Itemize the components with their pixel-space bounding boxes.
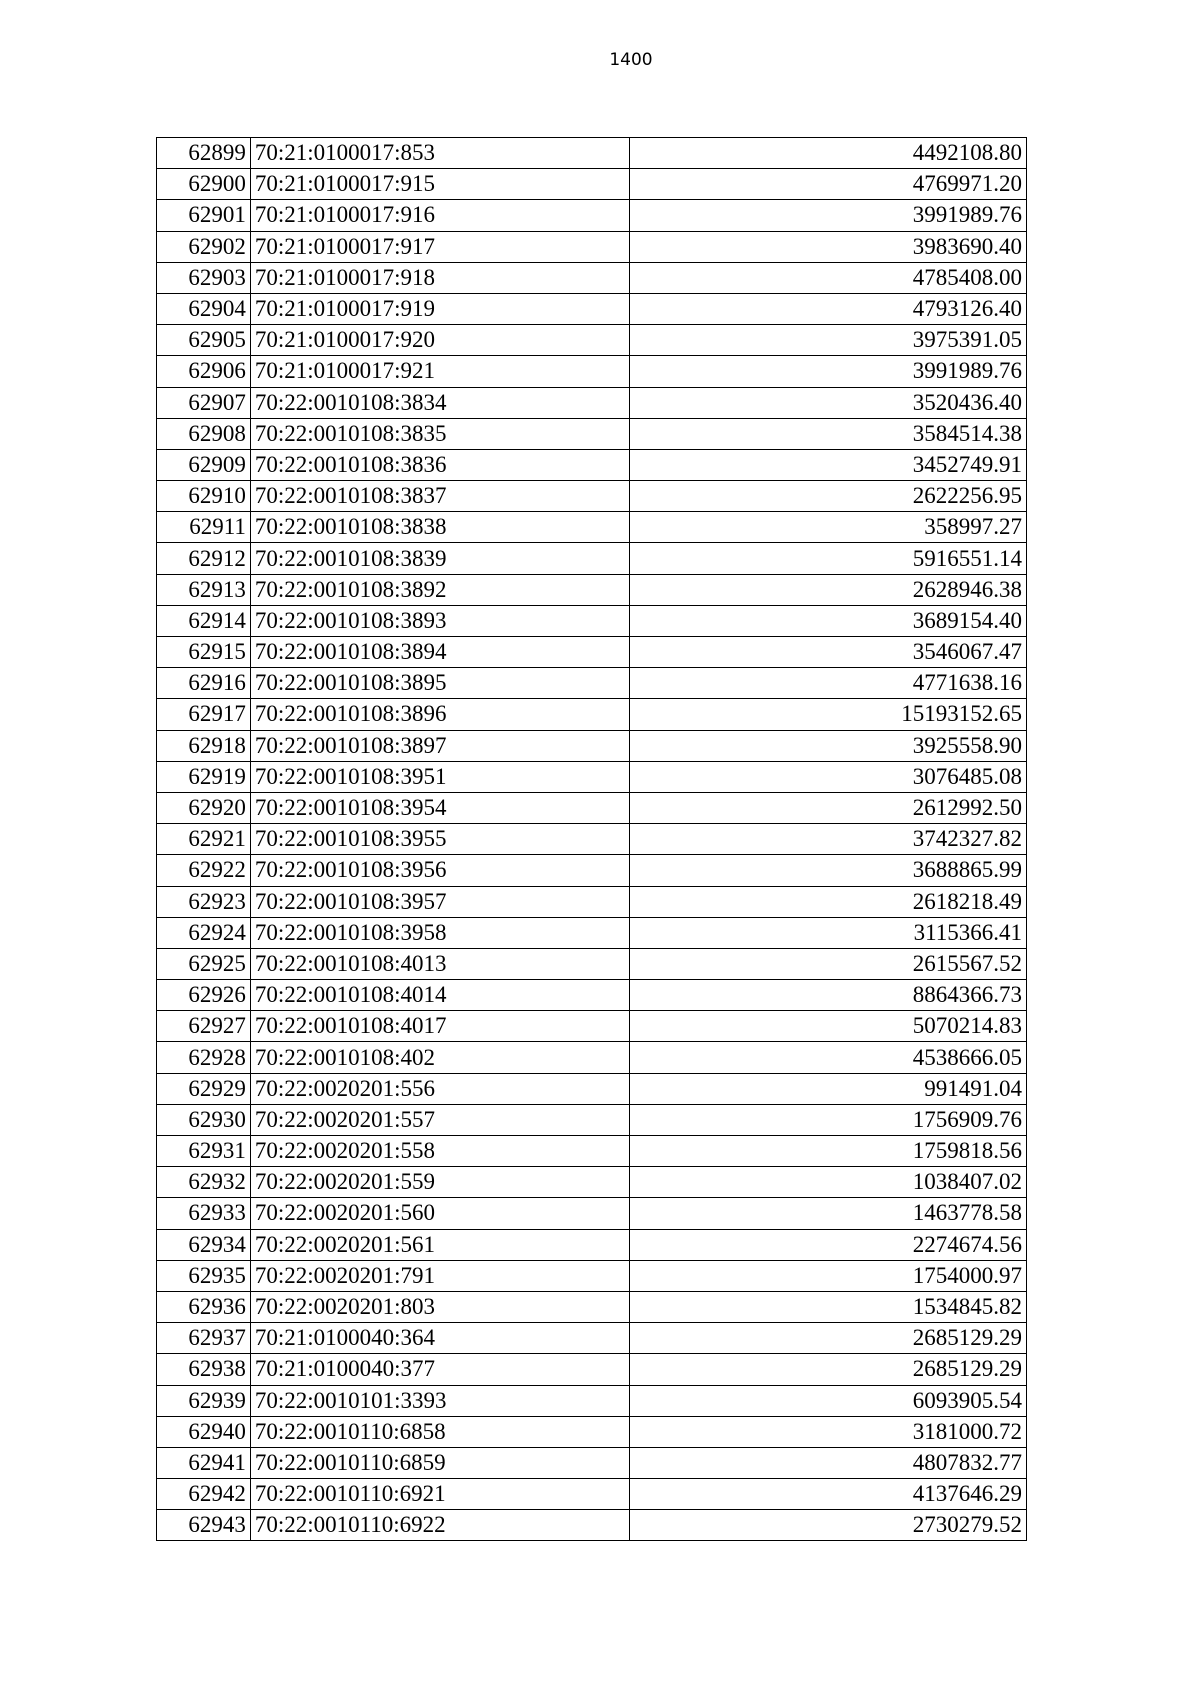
row-number-cell: 62932 [157,1167,251,1198]
cadastral-number-cell: 70:22:0010110:6922 [250,1510,629,1541]
table-row [157,138,1027,169]
cadastral-value-cell: 3181000.72 [630,1416,1027,1447]
cadastral-number-cell: 70:22:0010108:3951 [250,761,629,792]
row-number-cell: 62902 [157,231,251,262]
table-row [157,1510,1027,1541]
cadastral-value-cell: 3688865.99 [630,855,1027,886]
table-row [157,637,1027,668]
cadastral-number-cell: 70:22:0010108:3892 [250,574,629,605]
cadastral-value-cell: 5070214.83 [630,1011,1027,1042]
row-number-cell: 62939 [157,1385,251,1416]
table-row [157,1416,1027,1447]
cadastral-value-cell: 4793126.40 [630,293,1027,324]
cadastral-number-cell: 70:22:0010108:3957 [250,886,629,917]
table-row [157,699,1027,730]
row-number-cell: 62903 [157,262,251,293]
table-row [157,1136,1027,1167]
cadastral-number-cell: 70:21:0100017:920 [250,325,629,356]
row-number-cell: 62921 [157,824,251,855]
table-row [157,1229,1027,1260]
table-row [157,1385,1027,1416]
row-number-cell: 62937 [157,1323,251,1354]
cadastral-value-cell: 1038407.02 [630,1167,1027,1198]
table-row [157,1260,1027,1291]
cadastral-number-cell: 70:21:0100017:918 [250,262,629,293]
row-number-cell: 62933 [157,1198,251,1229]
row-number-cell: 62925 [157,948,251,979]
cadastral-value-cell: 3115366.41 [630,917,1027,948]
row-number-cell: 62926 [157,980,251,1011]
table-row [157,917,1027,948]
row-number-cell: 62901 [157,200,251,231]
cadastral-number-cell: 70:22:0010110:6921 [250,1479,629,1510]
table-row [157,449,1027,480]
row-number-cell: 62941 [157,1447,251,1478]
table-row [157,824,1027,855]
cadastral-value-cell: 2685129.29 [630,1323,1027,1354]
row-number-cell: 62922 [157,855,251,886]
cadastral-number-cell: 70:22:0010108:3894 [250,637,629,668]
cadastral-number-cell: 70:21:0100017:916 [250,200,629,231]
cadastral-value-cell: 2618218.49 [630,886,1027,917]
table-row [157,1073,1027,1104]
cadastral-number-cell: 70:22:0010108:402 [250,1042,629,1073]
row-number-cell: 62911 [157,512,251,543]
row-number-cell: 62906 [157,356,251,387]
cadastral-value-cell: 1463778.58 [630,1198,1027,1229]
cadastral-value-cell: 2615567.52 [630,948,1027,979]
cadastral-value-cell: 4769971.20 [630,169,1027,200]
table-row [157,262,1027,293]
row-number-cell: 62917 [157,699,251,730]
row-number-cell: 62927 [157,1011,251,1042]
cadastral-value-cell: 3975391.05 [630,325,1027,356]
table-row [157,1198,1027,1229]
row-number-cell: 62931 [157,1136,251,1167]
cadastral-value-cell: 1754000.97 [630,1260,1027,1291]
cadastral-value-cell: 3520436.40 [630,387,1027,418]
cadastral-value-cell: 15193152.65 [630,699,1027,730]
table-row [157,1479,1027,1510]
cadastral-value-cell: 6093905.54 [630,1385,1027,1416]
cadastral-value-cell: 2685129.29 [630,1354,1027,1385]
table-row [157,387,1027,418]
row-number-cell: 62918 [157,730,251,761]
row-number-cell: 62905 [157,325,251,356]
table-row [157,574,1027,605]
cadastral-value-cell: 3991989.76 [630,356,1027,387]
table-row [157,1354,1027,1385]
cadastral-number-cell: 70:21:0100040:377 [250,1354,629,1385]
table-row [157,605,1027,636]
row-number-cell: 62908 [157,418,251,449]
row-number-cell: 62924 [157,917,251,948]
cadastral-number-cell: 70:22:0010110:6859 [250,1447,629,1478]
row-number-cell: 62934 [157,1229,251,1260]
cadastral-value-table [156,137,1027,1541]
cadastral-value-cell: 3584514.38 [630,418,1027,449]
table-row [157,1042,1027,1073]
cadastral-value-cell: 3991989.76 [630,200,1027,231]
cadastral-number-cell: 70:22:0020201:559 [250,1167,629,1198]
row-number-cell: 62900 [157,169,251,200]
row-number-cell: 62904 [157,293,251,324]
cadastral-number-cell: 70:22:0010108:3836 [250,449,629,480]
cadastral-value-cell: 3983690.40 [630,231,1027,262]
table-row [157,231,1027,262]
table-row [157,512,1027,543]
table-row [157,418,1027,449]
table-row [157,1167,1027,1198]
table-row [157,948,1027,979]
table-row [157,325,1027,356]
cadastral-value-cell: 3925558.90 [630,730,1027,761]
cadastral-number-cell: 70:22:0010108:3897 [250,730,629,761]
cadastral-number-cell: 70:22:0010110:6858 [250,1416,629,1447]
row-number-cell: 62899 [157,138,251,169]
row-number-cell: 62928 [157,1042,251,1073]
cadastral-value-cell: 4538666.05 [630,1042,1027,1073]
cadastral-value-cell: 4137646.29 [630,1479,1027,1510]
row-number-cell: 62907 [157,387,251,418]
row-number-cell: 62919 [157,761,251,792]
table-row [157,200,1027,231]
cadastral-value-cell: 5916551.14 [630,543,1027,574]
cadastral-number-cell: 70:22:0020201:791 [250,1260,629,1291]
cadastral-value-cell: 2628946.38 [630,574,1027,605]
cadastral-value-cell: 8864366.73 [630,980,1027,1011]
cadastral-number-cell: 70:22:0010108:3835 [250,418,629,449]
cadastral-number-cell: 70:22:0010108:3956 [250,855,629,886]
table-row [157,1011,1027,1042]
table-row [157,761,1027,792]
cadastral-number-cell: 70:22:0010108:4013 [250,948,629,979]
row-number-cell: 62910 [157,481,251,512]
cadastral-value-cell: 4785408.00 [630,262,1027,293]
cadastral-value-cell: 3452749.91 [630,449,1027,480]
table-row [157,356,1027,387]
row-number-cell: 62914 [157,605,251,636]
table-row [157,481,1027,512]
cadastral-value-cell: 2730279.52 [630,1510,1027,1541]
cadastral-number-cell: 70:22:0020201:558 [250,1136,629,1167]
cadastral-value-cell: 3689154.40 [630,605,1027,636]
cadastral-number-cell: 70:21:0100017:853 [250,138,629,169]
table-body [157,138,1027,1541]
cadastral-number-cell: 70:22:0010108:3893 [250,605,629,636]
cadastral-number-cell: 70:21:0100040:364 [250,1323,629,1354]
row-number-cell: 62938 [157,1354,251,1385]
row-number-cell: 62942 [157,1479,251,1510]
table-row [157,1323,1027,1354]
cadastral-number-cell: 70:22:0010108:4017 [250,1011,629,1042]
row-number-cell: 62920 [157,792,251,823]
cadastral-value-cell: 358997.27 [630,512,1027,543]
cadastral-value-cell: 1756909.76 [630,1104,1027,1135]
cadastral-number-cell: 70:22:0010108:3955 [250,824,629,855]
table-row [157,730,1027,761]
cadastral-value-cell: 3076485.08 [630,761,1027,792]
cadastral-number-cell: 70:21:0100017:921 [250,356,629,387]
cadastral-value-cell: 991491.04 [630,1073,1027,1104]
cadastral-number-cell: 70:22:0020201:560 [250,1198,629,1229]
cadastral-value-cell: 3546067.47 [630,637,1027,668]
table-row [157,668,1027,699]
cadastral-value-cell: 2622256.95 [630,481,1027,512]
cadastral-value-cell: 2612992.50 [630,792,1027,823]
row-number-cell: 62909 [157,449,251,480]
table-row [157,293,1027,324]
cadastral-number-cell: 70:22:0010108:3838 [250,512,629,543]
page-number: 1400 [609,50,653,70]
cadastral-number-cell: 70:22:0010108:3896 [250,699,629,730]
row-number-cell: 62936 [157,1291,251,1322]
cadastral-number-cell: 70:22:0010108:3834 [250,387,629,418]
cadastral-number-cell: 70:22:0020201:803 [250,1291,629,1322]
row-number-cell: 62940 [157,1416,251,1447]
row-number-cell: 62943 [157,1510,251,1541]
cadastral-number-cell: 70:22:0010108:3954 [250,792,629,823]
cadastral-number-cell: 70:22:0010108:3958 [250,917,629,948]
cadastral-number-cell: 70:22:0020201:557 [250,1104,629,1135]
row-number-cell: 62935 [157,1260,251,1291]
cadastral-value-cell: 2274674.56 [630,1229,1027,1260]
cadastral-number-cell: 70:22:0010101:3393 [250,1385,629,1416]
cadastral-number-cell: 70:21:0100017:919 [250,293,629,324]
cadastral-number-cell: 70:21:0100017:915 [250,169,629,200]
row-number-cell: 62929 [157,1073,251,1104]
cadastral-number-cell: 70:22:0020201:556 [250,1073,629,1104]
cadastral-value-cell: 4807832.77 [630,1447,1027,1478]
cadastral-value-cell: 1759818.56 [630,1136,1027,1167]
cadastral-number-cell: 70:22:0010108:3839 [250,543,629,574]
table-row [157,1104,1027,1135]
table-row [157,543,1027,574]
cadastral-number-cell: 70:22:0010108:3895 [250,668,629,699]
table-row [157,1291,1027,1322]
row-number-cell: 62912 [157,543,251,574]
cadastral-value-cell: 3742327.82 [630,824,1027,855]
row-number-cell: 62913 [157,574,251,605]
row-number-cell: 62916 [157,668,251,699]
cadastral-value-cell: 4492108.80 [630,138,1027,169]
cadastral-number-cell: 70:22:0010108:3837 [250,481,629,512]
cadastral-number-cell: 70:22:0020201:561 [250,1229,629,1260]
cadastral-number-cell: 70:22:0010108:4014 [250,980,629,1011]
table-row [157,792,1027,823]
table-row [157,886,1027,917]
table-row [157,855,1027,886]
row-number-cell: 62930 [157,1104,251,1135]
cadastral-value-cell: 1534845.82 [630,1291,1027,1322]
row-number-cell: 62923 [157,886,251,917]
cadastral-number-cell: 70:21:0100017:917 [250,231,629,262]
table-row [157,1447,1027,1478]
table-row [157,169,1027,200]
row-number-cell: 62915 [157,637,251,668]
table-row [157,980,1027,1011]
cadastral-value-cell: 4771638.16 [630,668,1027,699]
